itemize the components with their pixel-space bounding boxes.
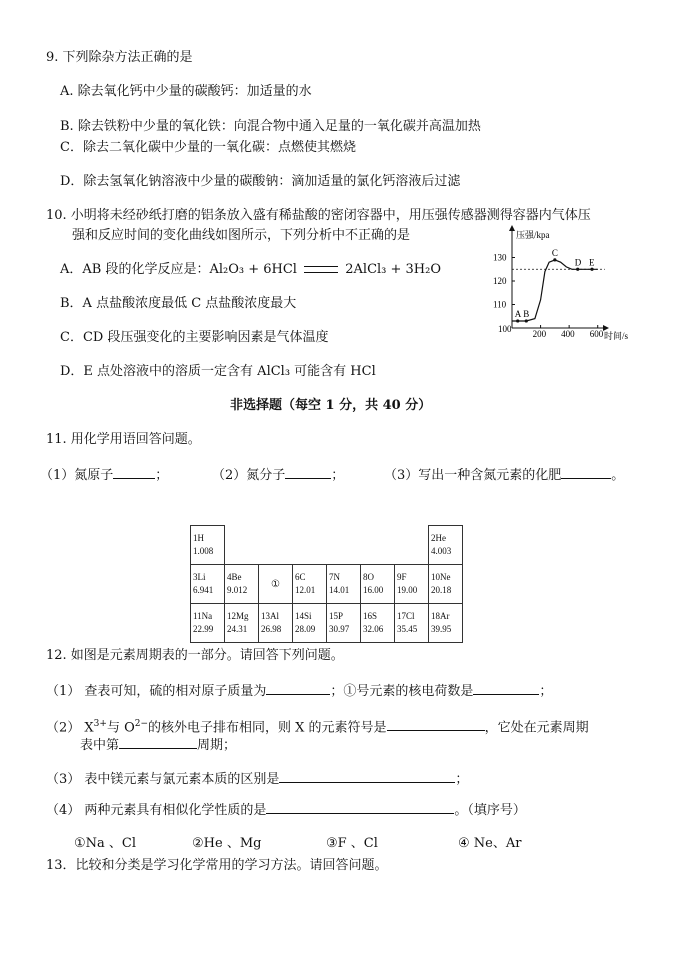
q12-part3-label: （3） 表中镁元素与氯元素本质的区别是	[46, 772, 280, 787]
element-cell: 2He 4.003	[429, 526, 463, 565]
q12-part2-prefix: （2） X	[46, 720, 94, 736]
chart-point-label-b: B	[523, 308, 530, 319]
element-cell: 18Ar 39.95	[429, 604, 463, 643]
q12-blank-similar[interactable]	[266, 801, 454, 814]
chart-x-tick-label: 400	[561, 329, 575, 339]
q10-option-b: B．A 点盐酸浓度最低 C 点盐酸浓度最大	[60, 296, 297, 311]
q11-sep-2: ；	[331, 468, 345, 483]
q12-part1-mid: ；①号元素的核电荷数是	[330, 684, 474, 699]
element-cell: 3Li 6.941	[191, 565, 225, 604]
section-title: 非选择题（每空 1 分，共 40 分）	[230, 398, 432, 413]
q11-part3-label: （3）写出一种含氮元素的化肥	[384, 468, 562, 483]
element-cell: 12Mg 24.31	[225, 604, 259, 643]
q12-part3-end: ；	[455, 772, 469, 787]
q12-part2-mid: 与 O	[106, 720, 135, 736]
q9-option-b: B. 除去铁粉中少量的氧化铁：向混合物中通入足量的一氧化碳并高温加热	[60, 119, 481, 134]
element-cell: 14Si 28.09	[293, 604, 327, 643]
element-cell: 13Al 26.98	[259, 604, 293, 643]
q10-option-d: D．E 点处溶液中的溶质一定含有 AlCl₃ 可能含有 HCl	[60, 364, 376, 379]
q12-part1-label: （1） 查表可知，硫的相对原子质量为	[46, 684, 267, 699]
chart-y-tick-label: 130	[493, 252, 507, 263]
chart-point-label-a: A	[514, 308, 522, 319]
periodic-gap	[225, 526, 429, 565]
q9-stem: 9. 下列除杂方法正确的是	[46, 50, 193, 65]
q11-part2	[212, 466, 344, 484]
q10-equation-left: Al₂O₃ + 6HCl	[209, 262, 297, 277]
element-cell: 17Cl 35.45	[395, 604, 429, 643]
periodic-row-2	[191, 565, 463, 604]
chart-point-label-c: C	[551, 247, 558, 258]
periodic-row-3	[191, 604, 463, 643]
q12-part4-end: 。（填序号）	[454, 803, 526, 818]
chart-point-label-e: E	[589, 257, 595, 268]
q12-part3	[46, 770, 468, 788]
q12-part2-line2-label: 表中第	[80, 738, 120, 753]
q10-option-a-prefix: A．AB 段的化学反应是：	[60, 262, 210, 277]
q10-equation-right: 2AlCl₃ + 3H₂O	[345, 262, 442, 277]
element-cell: 16S 32.06	[361, 604, 395, 643]
element-cell: 11Na 22.99	[191, 604, 225, 643]
q10-option-c: C．CD 段压强变化的主要影响因素是气体温度	[60, 330, 329, 345]
q12-part4	[46, 801, 526, 819]
q12-part2-line2	[80, 736, 236, 754]
chart-point-marker	[525, 319, 528, 322]
q9-option-a: A. 除去氧化钙中少量的碳酸钙：加适量的水	[60, 84, 312, 99]
q11-part1-label: （1）氮原子	[40, 468, 114, 483]
chart-x-tick-label: 600	[589, 329, 604, 339]
chart-y-tick-label: 110	[493, 299, 507, 310]
q10-stem-line2: 强和反应时间的变化曲线如图所示，下列分析中不正确的是	[72, 228, 411, 243]
q10-stem-line1: 10. 小明将未经砂纸打磨的铝条放入盛有稀盐酸的密闭容器中，用压强传感器测得容器内气体压	[46, 208, 591, 223]
periodic-row-1	[191, 526, 463, 565]
q12-part4-label: （4） 两种元素具有相似化学性质的是	[46, 803, 267, 818]
q11-part3	[384, 466, 624, 484]
q12-blank-nuclear-charge[interactable]	[473, 682, 539, 695]
element-cell: 9F 19.00	[395, 565, 429, 604]
q13-stem: 13．比较和分类是学习化学常用的学习方法。请回答问题。	[46, 858, 388, 873]
q11-sep-1: ；	[155, 468, 169, 483]
chart-point-marker	[516, 319, 519, 322]
q12-stem: 12. 如图是元素周期表的一部分。请回答下列问题。	[46, 648, 344, 663]
q12-part2-charge2: 2−	[134, 719, 149, 729]
element-cell: 15P 30.97	[327, 604, 361, 643]
chart-point-label-d: D	[574, 257, 582, 268]
q12-option-4: ④ Ne、Ar	[458, 836, 522, 851]
q12-part1	[46, 682, 552, 700]
q12-option-3: ③F 、Cl	[326, 836, 378, 851]
q12-blank-period[interactable]	[119, 736, 197, 749]
chart-xlabel: 时间/s	[604, 331, 629, 341]
chart-point-marker	[553, 258, 556, 261]
q11-blank-1[interactable]	[113, 466, 155, 479]
element-cell: 4Be 9.012	[225, 565, 259, 604]
equation-equals-sign	[304, 266, 338, 273]
q12-blank-element-symbol[interactable]	[387, 718, 485, 731]
q12-part2-text: 的核外电子排布相同，则 X 的元素符号是	[148, 720, 387, 736]
pressure-time-chart	[490, 222, 640, 346]
chart-point-marker	[590, 268, 593, 271]
chart-origin-label: 100	[498, 324, 512, 334]
element-cell-unknown: ①	[259, 565, 293, 604]
chart-y-tick-label: 120	[493, 276, 507, 286]
q11-blank-3[interactable]	[561, 466, 611, 479]
q12-blank-difference[interactable]	[279, 770, 455, 783]
element-cell: 10Ne 20.18	[429, 565, 463, 604]
chart-ylabel: 压强/kpa	[516, 230, 550, 240]
q9-option-d: D．除去氢氧化钠溶液中少量的碳酸钠：滴加适量的氯化钙溶液后过滤	[60, 174, 461, 189]
q11-end: 。	[611, 468, 625, 483]
q12-blank-sulfur-mass[interactable]	[266, 682, 330, 695]
q11-stem: 11. 用化学用语回答问题。	[46, 432, 201, 447]
chart-x-tick-label: 200	[532, 329, 547, 339]
q9-option-c: C．除去二氧化碳中少量的一氧化碳：点燃使其燃烧	[60, 140, 356, 155]
q11-blank-2[interactable]	[285, 466, 331, 479]
chart-point-marker	[576, 268, 579, 271]
q12-option-2: ②He 、Mg	[192, 836, 262, 851]
q12-part2-charge1: 3+	[93, 719, 107, 729]
element-cell: 1H 1.008	[191, 526, 225, 565]
q10-option-a	[60, 262, 441, 278]
element-cell: 8O 16.00	[361, 565, 395, 604]
element-cell: 6C 12.01	[293, 565, 327, 604]
element-cell: 7N 14.01	[327, 565, 361, 604]
q11-part1	[40, 466, 168, 484]
q12-part2	[46, 716, 589, 736]
q11-part2-label: （2）氮分子	[212, 468, 286, 483]
q12-part1-end: ；	[539, 684, 553, 699]
q12-part2-tail: ，它处在元素周期	[484, 720, 589, 736]
periodic-table	[190, 525, 463, 643]
q12-option-1: ①Na 、Cl	[74, 836, 137, 851]
q12-part2-line2-end: 周期；	[197, 738, 237, 753]
